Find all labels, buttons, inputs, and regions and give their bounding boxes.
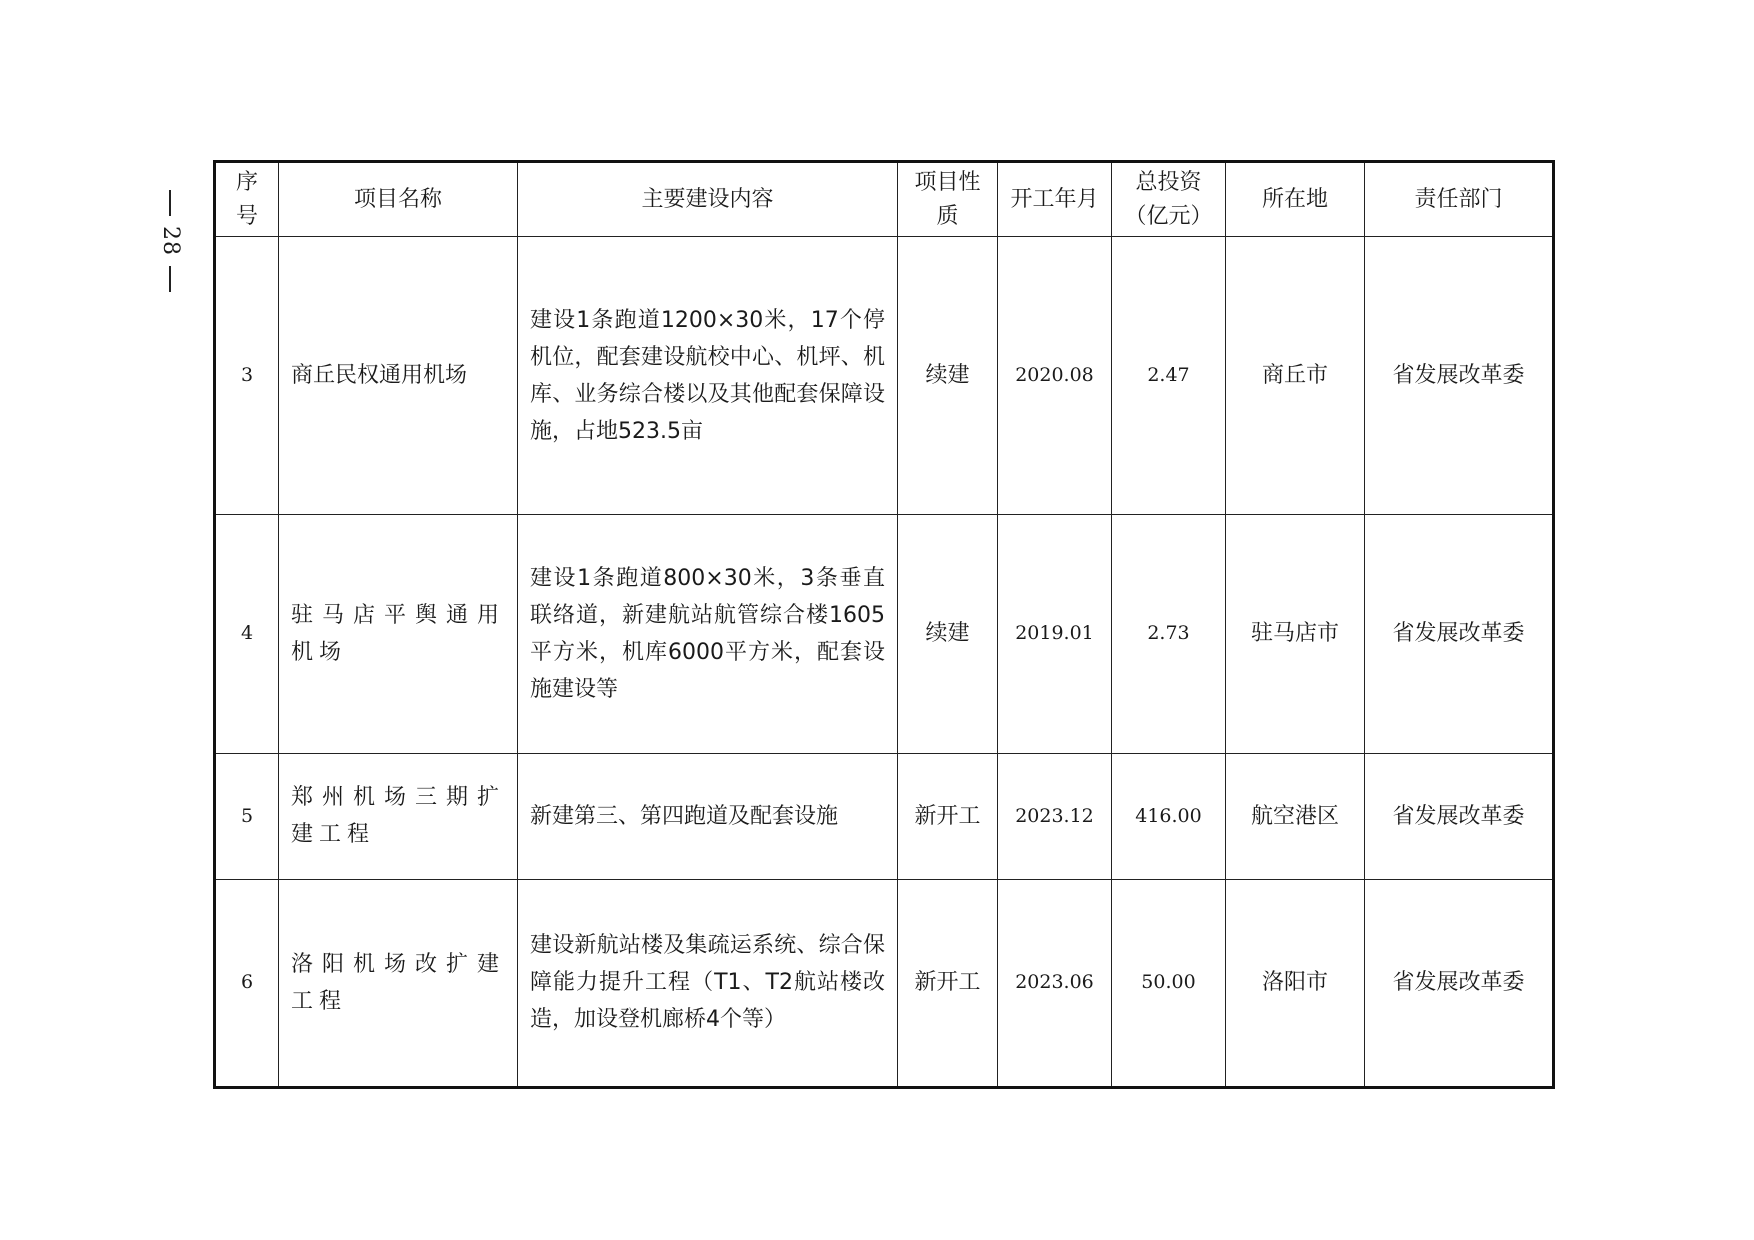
row-index: 5: [215, 753, 279, 879]
row-department: 省发展改革委: [1365, 237, 1554, 515]
table-row: [215, 237, 1554, 515]
row-nature: 续建: [898, 237, 998, 515]
header-content: 主要建设内容: [518, 162, 898, 237]
table-row: [215, 515, 1554, 753]
row-start: 2019.01: [998, 515, 1112, 753]
row-investment: 50.00: [1112, 879, 1226, 1087]
row-index: 4: [215, 515, 279, 753]
header-location: 所在地: [1226, 162, 1365, 237]
page-number: [150, 190, 190, 330]
row-nature: 新开工: [898, 753, 998, 879]
header-start: 开工年月: [998, 162, 1112, 237]
header-name: 项目名称: [279, 162, 518, 237]
project-table: [213, 160, 1555, 1089]
page-number-dash-bottom: [169, 266, 171, 292]
header-investment: 总投资（亿元）: [1112, 162, 1226, 237]
page-number-text: 28: [158, 226, 183, 256]
page-number-dash-top: [169, 190, 171, 216]
table-row: [215, 879, 1554, 1087]
row-index: 3: [215, 237, 279, 515]
row-start: 2020.08: [998, 237, 1112, 515]
row-department: 省发展改革委: [1365, 753, 1554, 879]
row-content: 建设1条跑道1200×30米，17个停机位，配套建设航校中心、机坪、机库、业务综合楼以及其他配套保障设施，占地523.5亩: [518, 237, 898, 515]
row-location: 洛阳市: [1226, 879, 1365, 1087]
row-content: 建设1条跑道800×30米，3条垂直联络道，新建航站航管综合楼1605平方米，机库6000平方米，配套设施建设等: [518, 515, 898, 753]
table-row: [215, 753, 1554, 879]
row-content: 新建第三、第四跑道及配套设施: [518, 753, 898, 879]
row-nature: 新开工: [898, 879, 998, 1087]
row-name: 洛阳机场改扩建工程: [279, 879, 518, 1087]
row-start: 2023.06: [998, 879, 1112, 1087]
table-header-row: [215, 162, 1554, 237]
row-investment: 416.00: [1112, 753, 1226, 879]
row-department: 省发展改革委: [1365, 879, 1554, 1087]
row-name: 郑州机场三期扩建工程: [279, 753, 518, 879]
row-location: 驻马店市: [1226, 515, 1365, 753]
row-content: 建设新航站楼及集疏运系统、综合保障能力提升工程（T1、T2航站楼改造，加设登机廊桥4个等）: [518, 879, 898, 1087]
row-name: 商丘民权通用机场: [279, 237, 518, 515]
row-investment: 2.47: [1112, 237, 1226, 515]
header-nature: 项目性质: [898, 162, 998, 237]
row-department: 省发展改革委: [1365, 515, 1554, 753]
row-location: 航空港区: [1226, 753, 1365, 879]
header-index: 序号: [215, 162, 279, 237]
row-location: 商丘市: [1226, 237, 1365, 515]
row-index: 6: [215, 879, 279, 1087]
row-start: 2023.12: [998, 753, 1112, 879]
header-department: 责任部门: [1365, 162, 1554, 237]
row-name: 驻马店平舆通用机场: [279, 515, 518, 753]
row-investment: 2.73: [1112, 515, 1226, 753]
row-nature: 续建: [898, 515, 998, 753]
